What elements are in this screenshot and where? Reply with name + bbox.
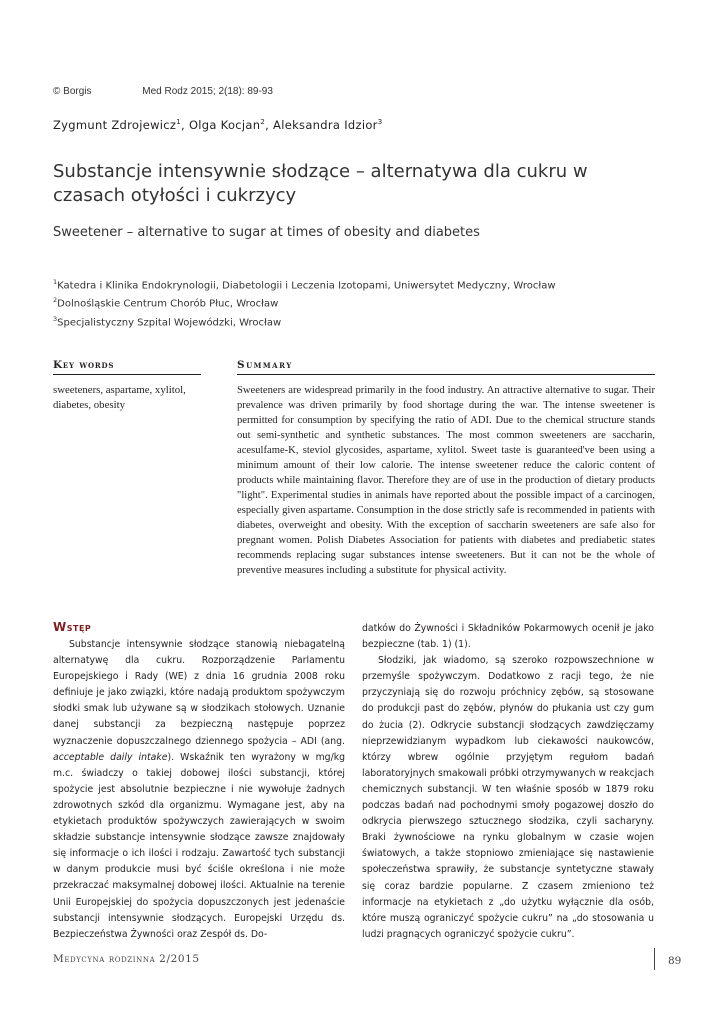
page-number: 89 bbox=[668, 955, 682, 967]
affiliation-text: Specjalistyczny Szpital Wojewódzki, Wrocław bbox=[57, 316, 282, 328]
body-paragraph: datków do Żywności i Składników Pokarmowych ocenił je jako bezpieczne (tab. 1) (1). bbox=[362, 623, 654, 651]
summary-divider bbox=[237, 374, 655, 375]
body-paragraph bbox=[53, 637, 345, 943]
keywords-divider bbox=[53, 374, 201, 375]
article-title-polish: Substancje intensywnie słodzące – alternatywa dla cukru w czasach otyłości i cukrzycy bbox=[53, 161, 588, 206]
body-column-left bbox=[53, 637, 345, 943]
author-name: Olga Kocjan bbox=[188, 118, 261, 132]
affiliation-item bbox=[53, 293, 556, 311]
keywords-text: sweeteners, aspartame, xylitol, diabetes, obesity bbox=[53, 384, 186, 411]
affiliation-item bbox=[53, 312, 556, 330]
section-heading-introduction: Wstęp bbox=[53, 620, 92, 634]
author-name: Aleksandra Idzior bbox=[273, 118, 378, 132]
author-affiliation-mark: 1 bbox=[176, 118, 182, 127]
body-text: Substancje intensywnie słodzące stanowią niebagatelną alternatywę dla cukru. Rozporządzenie Parlamentu Europejskiego i Rady (WE) z dnia 16 grudnia 2008 roku definiuje je jako związki, które nadają produktom spożywczym słodki smak lub używane są w słodzikach stołowych. Uznanie danej substancji za bezpieczną następuje poprzez wyznaczenie dopuszczalnego dziennego spożycia – ADI (ang. bbox=[53, 639, 345, 747]
affiliations bbox=[53, 275, 556, 330]
affiliation-mark: 2 bbox=[53, 296, 58, 305]
author-name: Zygmunt Zdrojewicz bbox=[53, 118, 177, 132]
summary-text: Sweeteners are widespread primarily in the food industry. An attractive alternative to sugar. Their prevalence was driven primarily by food shortage during the war. The intense sweetener is permitted for consumption by specifying the ratio of ADI. Due to the chemical structure stands out semi-synthetic and synthetic substances. The most common sweeteners are saccharin, acesulfame-K, steviol glycosides, aspartame, xylitol. Sweet taste is guaranteed've been using a minimum amount of their low calorie. The intense sweetener reduce the caloric content of products while maintaining flavor. Therefore they are of use in the production of dietary products "light". Experimental studies in animals have reported about the possible impact of a carcinogen, especially given aspartame. Consumption in the dose strictly safe is recommended in patients with diabetes, overweight and obesity. With the exception of saccharin sweeteners are safe also for pregnant women. Polish Diabetes Association for patients with diabetes and prediabetic states recommends replacing sugar substances intense sweeteners. But it can not be the whole of preventive measures including a substitute for physical activity. bbox=[237, 385, 655, 576]
summary-heading: Summary bbox=[237, 359, 293, 371]
header-line bbox=[53, 86, 273, 97]
body-column-right bbox=[362, 621, 654, 943]
affiliation-mark: 1 bbox=[53, 278, 58, 286]
body-text: ). Wskaźnik ten wyrażony w mg/kg m.c. świadczy o takiej dobowej ilości substancji, której spożycie jest absolutnie bezpieczne i nie wywołuje żadnych zdrowotnych szkód dla organizmu. Wymagane jest, aby na etykietach produktów spożywczych zawierających w swoim składzie substancje intensywnie słodzące zawsze znajdowały się informacje o ich ilości i rodzaju. Zawartość tych substancji w danym produkcie musi być ściśle określona i nie może przekraczać maksymalnej dobowej ilości. Aktualnie na terenie Unii Europejskiej do spożycia dopuszczonych jest jedenaście substancji intensywnie słodzących. Europejski Urzędu ds. Bezpieczeństwa Żywności oraz Zespół ds. Do- bbox=[53, 751, 345, 940]
article-title-english: Sweetener – alternative to sugar at times of obesity and diabetes bbox=[53, 225, 480, 240]
author-affiliation-mark: 3 bbox=[377, 118, 383, 127]
affiliation-mark: 3 bbox=[53, 314, 58, 323]
author-affiliation-mark: 2 bbox=[260, 118, 266, 127]
journal-reference: Med Rodz 2015; 2(18): 89-93 bbox=[142, 86, 273, 97]
publisher: © Borgis bbox=[53, 86, 92, 97]
footer-divider bbox=[654, 948, 655, 970]
affiliation-text: Dolnośląskie Centrum Chorób Płuc, Wrocław bbox=[57, 298, 279, 310]
body-text-italic: acceptable daily intake bbox=[53, 751, 168, 763]
body-paragraph: Słodziki, jak wiadomo, są szeroko rozpowszechnione w przemyśle spożywczym. Dodatkowo z racji tego, że nie przyczyniają się do rozwoju próchnicy zębów, są stosowane do produkcji past do zębów, płynów do płukania ust czy gum do żucia (2). Odkrycie substancji słodzących zawdzięczamy nieprzewidzianym wypadkom lub ciekawości naukowców, którzy wbrew ogólnie przyjętym regułom badań laboratoryjnych smakowali próbki otrzymywanych w reakcjach chemicznych substancji. W ten właśnie sposób w 1879 roku podczas badań nad pochodnymi smoły pogazowej doszło do odkrycia pierwszego sztucznego słodzika, czyli sacharyny. Braki żywnościowe na rynku globalnym w czasie wojen światowych, a także stopniowo zmieniające się nastawienie społeczeństwa sprawiły, że substancje syntetyczne stawały się coraz bardzie popularne. Z czasem zmieniono też informacje na etykietach z „do użytku wyłącznie dla osób, które muszą ograniczyć spożycie cukru” na „do stosowania u ludzi pragnących ograniczyć spożycie cukru”. bbox=[362, 655, 654, 940]
author-list: Zygmunt Zdrojewicz$^1$, Olga Kocjan$^2$, Aleksandra Idzior$^3$ bbox=[53, 118, 383, 132]
footer-journal-name: Medycyna rodzinna 2/2015 bbox=[53, 953, 200, 965]
affiliation-text: Katedra i Klinika Endokrynologii, Diabetologii i Leczenia Izotopami, Uniwersytet Medyczny, Wrocław bbox=[57, 280, 556, 292]
keywords-heading: Key words bbox=[53, 359, 115, 371]
affiliation-item bbox=[53, 275, 556, 293]
